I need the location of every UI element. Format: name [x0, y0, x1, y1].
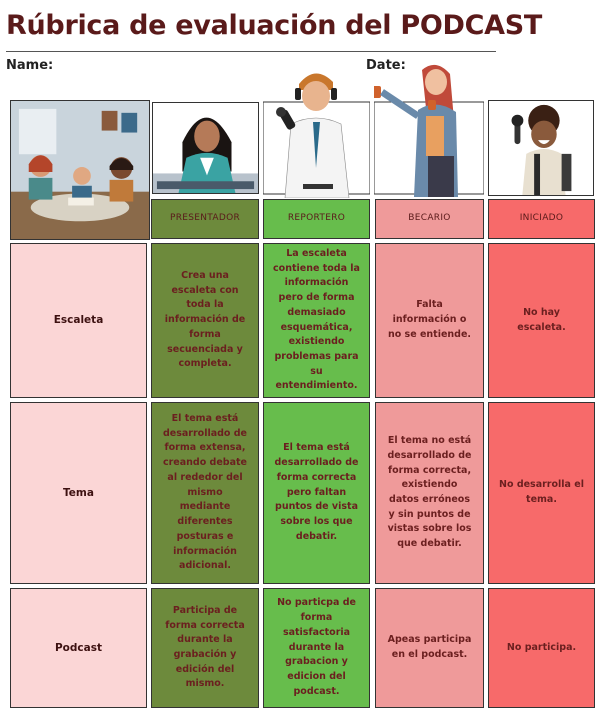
header-becario: BECARIO	[375, 199, 484, 239]
intern-illustration	[374, 60, 484, 197]
studio-team-illustration	[10, 100, 150, 240]
podcast-presentador: Participa de forma correcta durante la grabación y edición del mismo.	[151, 588, 259, 708]
name-label: Name:	[6, 58, 54, 73]
header-iniciado: INICIADO	[488, 199, 595, 239]
escaleta-reportero: La escaleta contiene toda la información pero de forma demasiado esquemática, existiendo problemas para su entendimiento.	[263, 243, 370, 398]
escaleta-becario: Falta información o no se entiende.	[375, 243, 484, 398]
beginner-illustration	[488, 100, 594, 196]
presenter-illustration	[152, 102, 259, 194]
title-divider	[6, 51, 496, 52]
tema-becario: El tema no está desarrollado de forma correcta, existiendo datos erróneos y sin puntos de vistas sobre los que debatir.	[375, 402, 484, 584]
podcast-becario: Apeas participa en el podcast.	[375, 588, 484, 708]
podcast-reportero: No particpa de forma satisfactoria durante la grabacion y edicion del podcast.	[263, 588, 370, 708]
row-label-escaleta: Escaleta	[10, 243, 147, 398]
tema-iniciado: No desarrolla el tema.	[488, 402, 595, 584]
tema-presentador: El tema está desarrollado de forma extensa, creando debate al rededor del mismo mediante diferentes posturas e información adicional.	[151, 402, 259, 584]
escaleta-iniciado: No hay escaleta.	[488, 243, 595, 398]
tema-reportero: El tema está desarrollado de forma correcta pero faltan puntos de vista sobre los que debatir.	[263, 402, 370, 584]
reporter-illustration	[263, 64, 370, 198]
header-presentador: PRESENTADOR	[151, 199, 259, 239]
page-title: Rúbrica de evaluación del PODCAST	[6, 10, 542, 41]
header-reportero: REPORTERO	[263, 199, 370, 239]
podcast-iniciado: No participa.	[488, 588, 595, 708]
row-label-tema: Tema	[10, 402, 147, 584]
row-label-podcast: Podcast	[10, 588, 147, 708]
date-label: Date:	[366, 58, 406, 73]
escaleta-presentador: Crea una escaleta con toda la información de forma secuenciada y completa.	[151, 243, 259, 398]
